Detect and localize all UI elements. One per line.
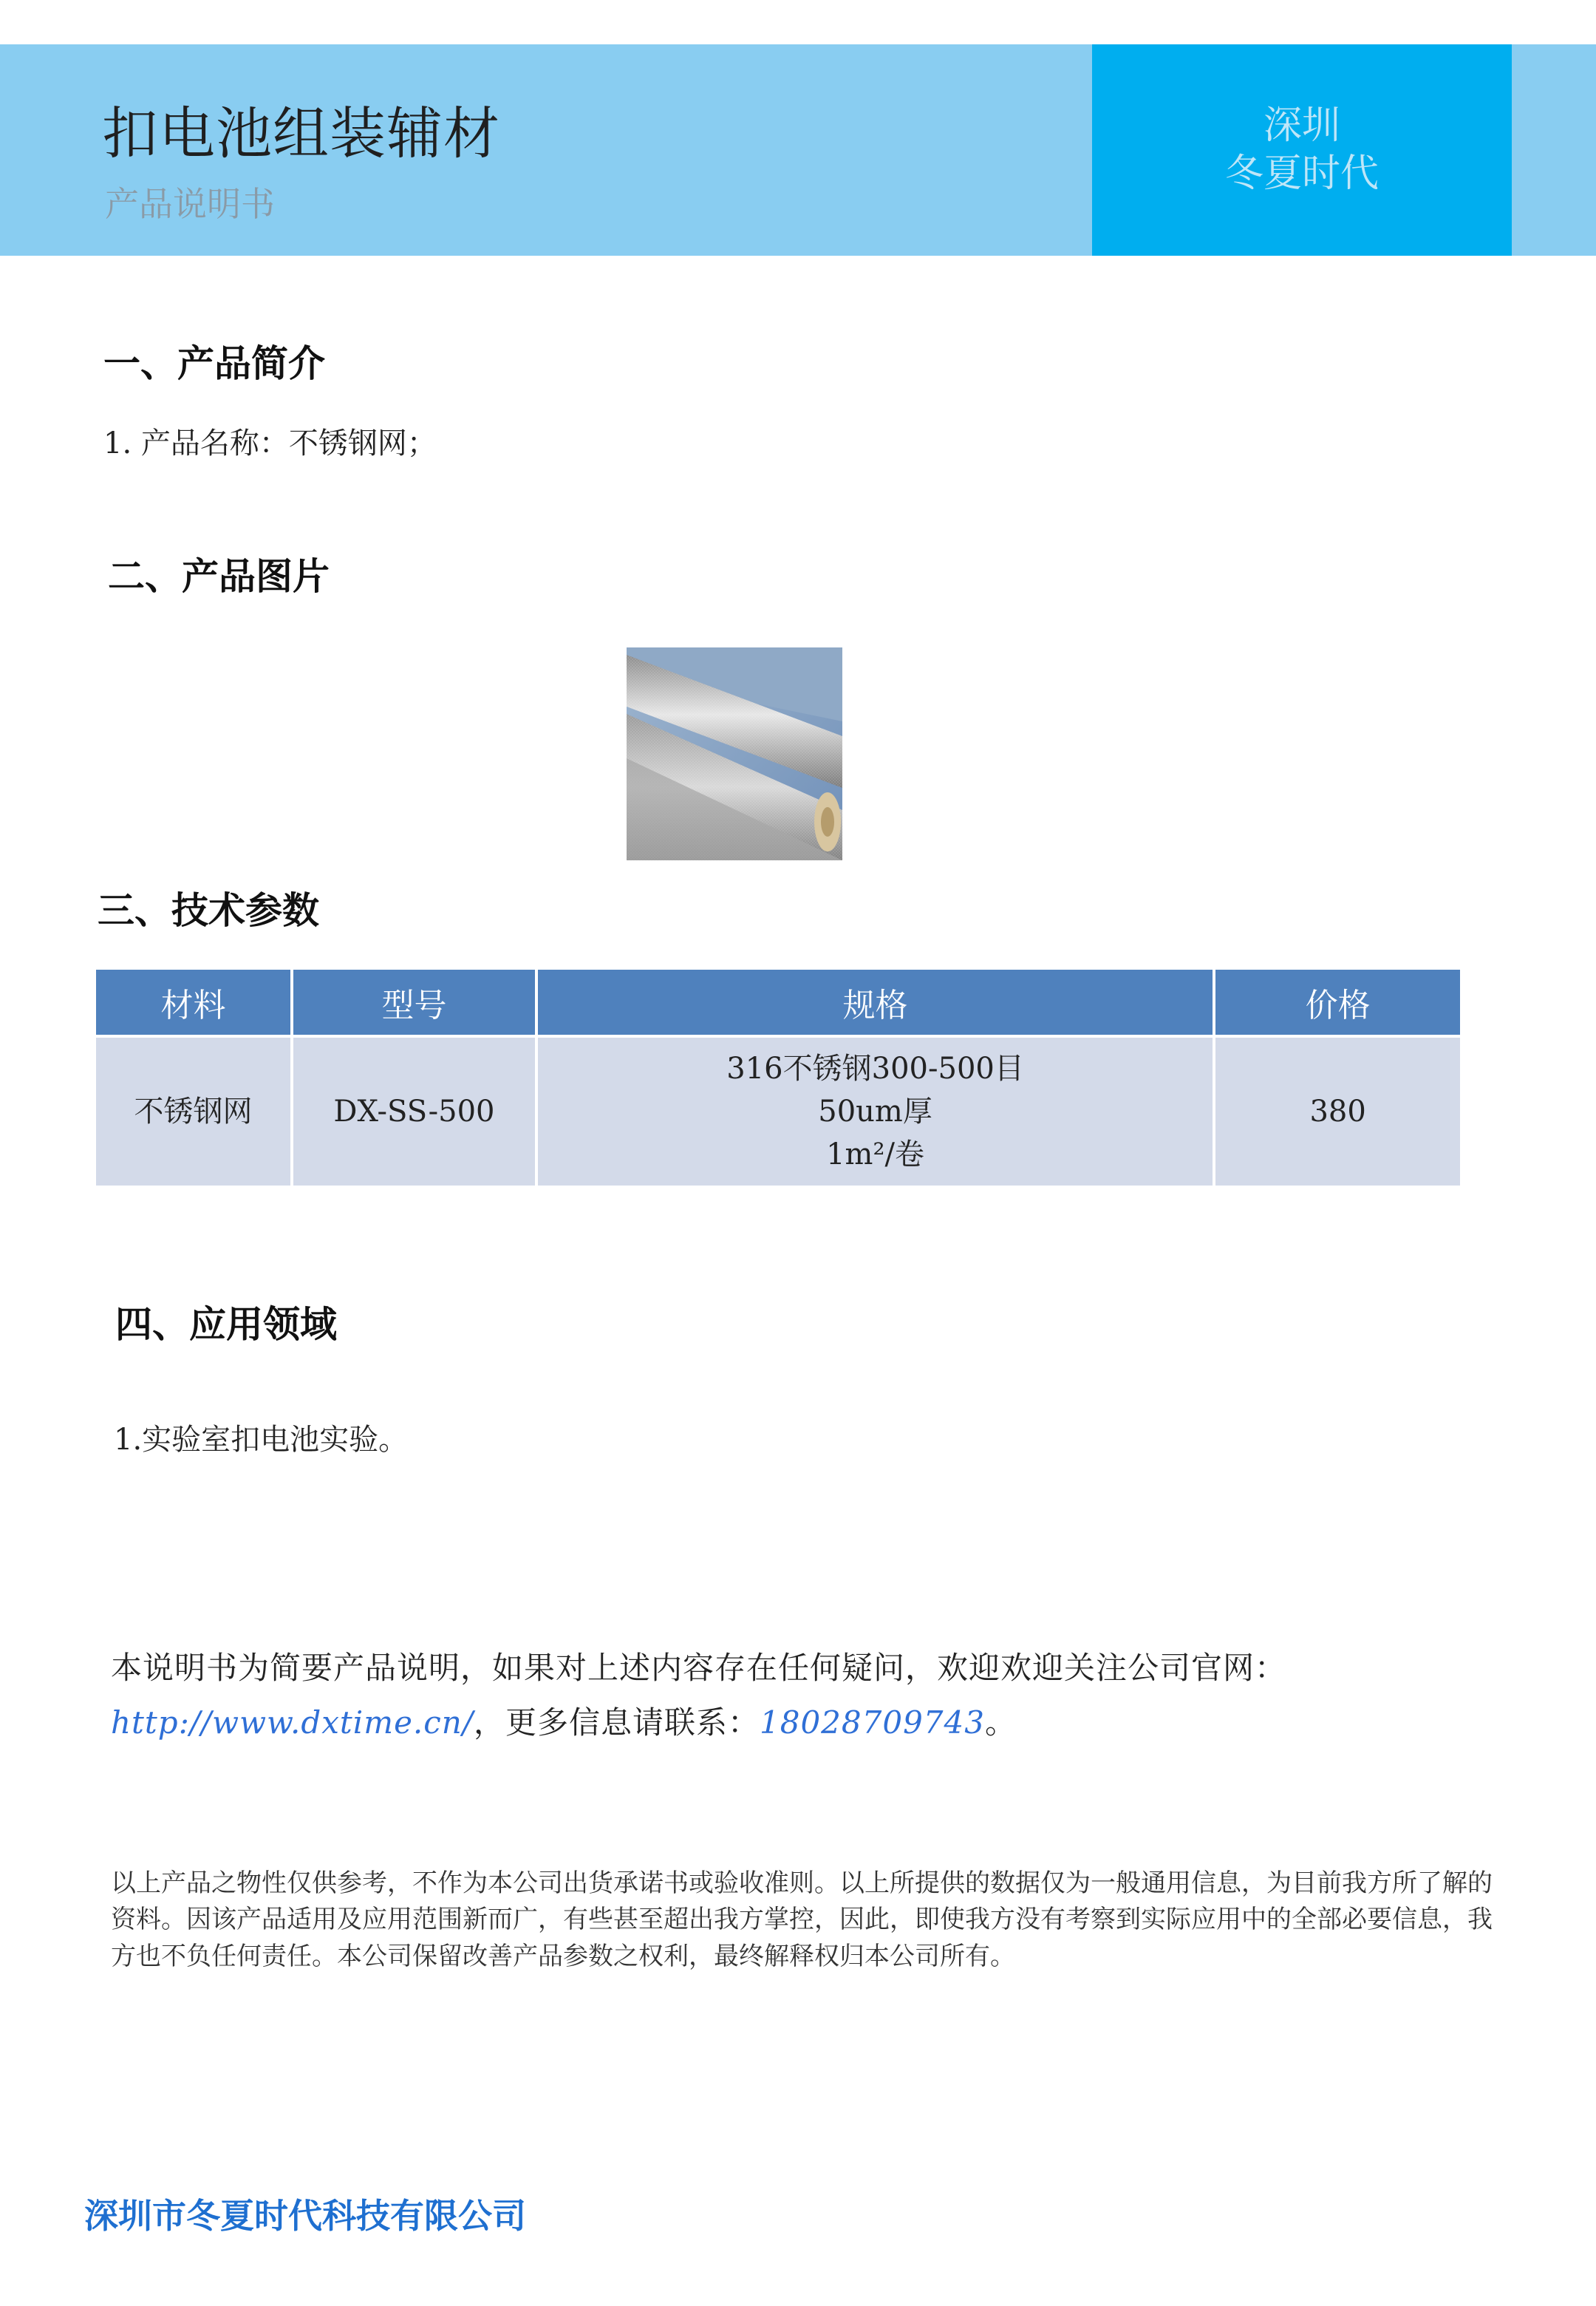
spec-line: 50um厚 xyxy=(818,1095,932,1129)
header-material: 材料 xyxy=(96,970,290,1035)
page-title: 扣电池组装辅材 xyxy=(102,101,500,166)
header-spec: 规格 xyxy=(538,970,1213,1035)
cell-price: 380 xyxy=(1215,1035,1460,1186)
application-item: 1.实验室扣电池实验。 xyxy=(114,1423,409,1457)
website-link[interactable]: http://www.dxtime.cn/ xyxy=(111,1704,474,1741)
params-table xyxy=(93,970,1463,1186)
note-text-1: 本说明书为简要产品说明，如果对上述内容存在任何疑问，欢迎欢迎关注公司官网： xyxy=(111,1650,1287,1686)
phone-link[interactable]: 18028709743 xyxy=(760,1704,985,1741)
stainless-steel-mesh-roll-photo-icon xyxy=(627,647,842,860)
brand-region: 深圳 xyxy=(1263,103,1340,148)
header-price: 价格 xyxy=(1215,970,1460,1035)
footer-company-name: 深圳市冬夏时代科技有限公司 xyxy=(84,2196,526,2236)
section-application-title: 四、应用领域 xyxy=(115,1303,337,1346)
section-intro-title: 一、产品简介 xyxy=(103,342,325,385)
brand-name: 冬夏时代 xyxy=(1224,152,1379,196)
cell-material: 不锈钢网 xyxy=(96,1035,290,1186)
table-row xyxy=(96,1035,1460,1186)
cell-spec xyxy=(538,1035,1213,1186)
cell-model: DX-SS-500 xyxy=(293,1035,535,1186)
spec-line: 1m²/卷 xyxy=(826,1137,924,1171)
note-text-3: 。 xyxy=(984,1704,1017,1741)
contact-note xyxy=(111,1641,1500,1749)
section-picture-title: 二、产品图片 xyxy=(108,555,330,598)
section-params-title: 三、技术参数 xyxy=(98,889,319,932)
brand-box xyxy=(1092,44,1512,256)
spec-line: 316不锈钢300-500目 xyxy=(726,1052,1024,1086)
disclaimer: 以上产品之物性仅供参考，不作为本公司出货承诺书或验收准则。以上所提供的数据仅为一般通用信息，为目前我方所了解的资料。因该产品适用及应用范围新而广，有些甚至超出我方掌控，因此，即使我方没有考察到实际应用中的全部必要信息，我方也不负任何责任。本公司保留改善产品参数之权利，最终解释权归本公司所有。 xyxy=(111,1868,1493,1971)
header-model: 型号 xyxy=(293,970,535,1035)
page-subtitle: 产品说明书 xyxy=(105,184,275,224)
intro-product-name: 1. 产品名称：不锈钢网； xyxy=(103,426,437,460)
params-header-row xyxy=(96,970,1460,1035)
note-text-2: ，更多信息请联系： xyxy=(474,1704,760,1741)
